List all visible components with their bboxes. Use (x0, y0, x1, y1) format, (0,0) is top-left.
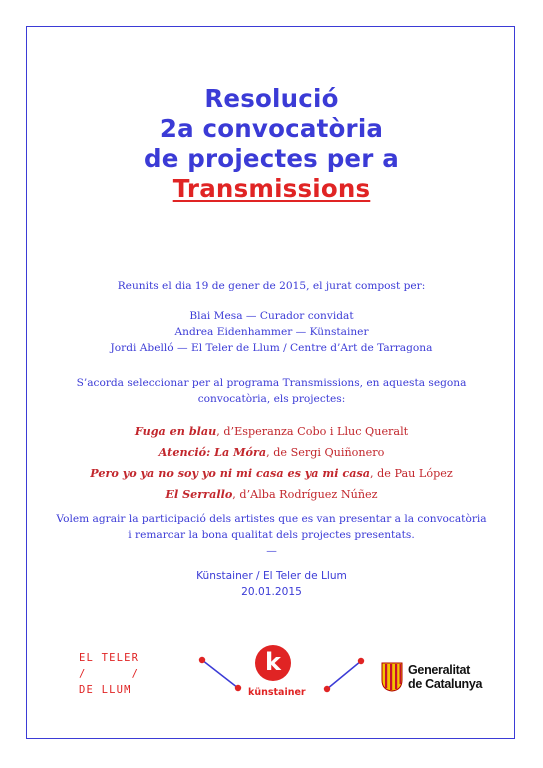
jury-member: Jordi Abelló — El Teler de Llum / Centre d’Art de Tarragona (110, 342, 433, 354)
connector-icon-right (324, 658, 364, 692)
generalitat-line-1: Generalitat (408, 663, 471, 677)
generalitat-logo (378, 662, 518, 692)
generalitat-line-2: de Catalunya (408, 677, 483, 691)
separator-dash: — (266, 545, 277, 557)
project-title: Fuga en blau (134, 424, 217, 438)
title-highlight: Transmissions (172, 174, 371, 203)
project-title: El Serrallo (165, 487, 233, 501)
jury-member: Blai Mesa — Curador convidat (189, 310, 354, 322)
project-title: Atenció: La Móra (158, 445, 267, 459)
intro-text: Reunits el dia 19 de gener de 2015, el jurat compost per: (117, 280, 426, 292)
title-line-2: 2a convocatòria (159, 114, 384, 143)
project-authors: , de Pau López (370, 467, 453, 480)
teler-logo-row-1: EL TELER (79, 652, 140, 664)
thanks-line-1: Volem agrair la participació dels artistes que es van presentar a la convocatòria (56, 513, 487, 525)
kunstainer-k-icon: k (255, 645, 291, 681)
project-authors: , de Sergi Quiñonero (266, 446, 385, 459)
project-authors: , d’Alba Rodríguez Núñez (232, 488, 378, 501)
project-authors: , d’Esperanza Cobo i Lluc Queralt (216, 425, 409, 438)
title-line-3: de projectes per a (143, 144, 399, 173)
senyera-icon (380, 662, 404, 692)
signature-date: 20.01.2015 (241, 586, 302, 598)
generalitat-wordmark (408, 663, 482, 691)
signature-org: Künstainer / El Teler de Llum (196, 570, 347, 582)
teler-logo-row-3-text: DE LLUM (79, 684, 132, 696)
thanks-line-2: i remarcar la bona qualitat dels projectes presentats. (128, 529, 415, 541)
project-title: Pero yo ya no soy yo ni mi casa es ya mi casa (90, 466, 371, 480)
agreement-line-1: S’acorda seleccionar per al programa Transmissions, en aquesta segona (76, 377, 467, 389)
kunstainer-wordmark: künstainer (248, 687, 306, 698)
connector-icon-left (199, 657, 241, 691)
title-line-1: Resolució (204, 84, 339, 113)
kunstainer-logo (248, 643, 306, 703)
jury-member: Andrea Eidenhammer — Künstainer (174, 326, 369, 338)
agreement-line-2: convocatòria, els projectes: (197, 393, 346, 405)
teler-logo-row-2: / / (79, 668, 140, 680)
